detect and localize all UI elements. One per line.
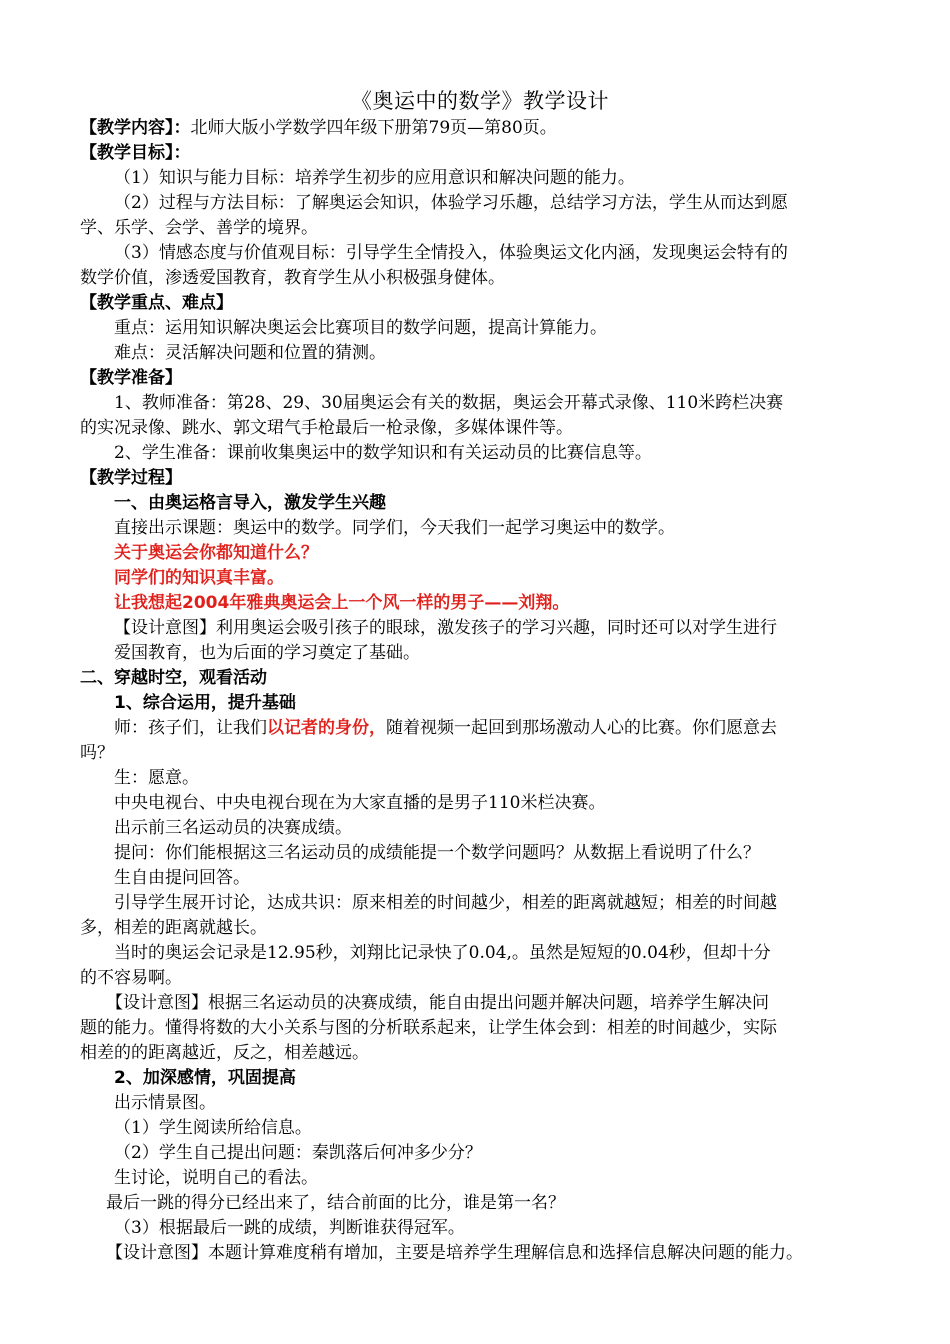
step-1-line: （1）学生阅读所给信息。 (114, 1118, 312, 1138)
content-label: 【教学内容】： (80, 118, 191, 138)
teacher-prep-line-1: 1、教师准备：第28、29、30届奥运会有关的数据，奥运会开幕式录像、110米跨栏决赛 (114, 393, 784, 413)
record-line-1: 当时的奥运会记录是12.95秒，刘翔比记录快了0.04,。虽然是短短的0.04秒，但却十分 (114, 943, 771, 963)
section-2-intent-line-1: 【设计意图】根据三名运动员的决赛成绩，能自由提出问题并解决问题，培养学生解决问 (106, 993, 769, 1013)
section-2-intent-line-3: 相差的的距离越近，反之，相差越远。 (80, 1043, 369, 1063)
final-jump-line: 最后一跳的得分已经出来了，结合前面的比分，谁是第一名？ (106, 1193, 565, 1213)
key-heading: 【教学重点、难点】 (80, 293, 233, 313)
section-2-sub-2: 2、加深感情，巩固提高 (114, 1068, 296, 1088)
discussion-line-1: 引导学生展开讨论，达成共识：原来相差的时间越少，相差的距离就越短；相差的时间越 (114, 893, 777, 913)
section-1-red-1: 关于奥运会你都知道什么？ (114, 543, 318, 563)
teacher-line (80, 716, 880, 741)
section-1-red-3: 让我想起2004年雅典奥运会上一个风一样的男子——刘翔。 (114, 593, 570, 613)
section-2-intent-2: 【设计意图】本题计算难度稍有增加，主要是培养学生理解信息和选择信息解决问题的能力。 (106, 1243, 803, 1263)
section-2-sub-1: 1、综合运用，提升基础 (114, 693, 296, 713)
goal-3-line-2: 数学价值，渗透爱国教育，教育学生从小积极强身健体。 (80, 268, 505, 288)
discussion-line-2: 多，相差的距离就越长。 (80, 918, 267, 938)
teacher-line-2: 吗？ (80, 743, 114, 763)
section-1-intent-line-1: 【设计意图】利用奥运会吸引孩子的眼球，激发孩子的学习兴趣，同时还可以对学生进行 (114, 618, 777, 638)
goal-3-line-1: （3）情感态度与价值观目标：引导学生全情投入，体验奥运文化内涵，发现奥运会特有的 (114, 243, 788, 263)
show-results-line: 出示前三名运动员的决赛成绩。 (114, 818, 352, 838)
goal-2-line-1: （2）过程与方法目标：了解奥运会知识，体验学习乐趣，总结学习方法，学生从而达到愿 (114, 193, 788, 213)
student-prep: 2、学生准备：课前收集奥运中的数学知识和有关运动员的比赛信息等。 (114, 443, 652, 463)
process-heading: 【教学过程】 (80, 468, 182, 488)
goal-1: （1）知识与能力目标：培养学生初步的应用意识和解决问题的能力。 (114, 168, 635, 188)
goal-2-line-2: 学、乐学、会学、善学的境界。 (80, 218, 318, 238)
teacher-line-red: 以记者的身份， (267, 718, 386, 738)
section-2-intent-line-2: 题的能力。懂得将数的大小关系与图的分析联系起来，让学生体会到：相差的时间越少，实际 (80, 1018, 777, 1038)
content-line (80, 116, 880, 141)
page-title: 《奥运中的数学》教学设计 (351, 89, 609, 113)
section-2-title: 二、穿越时空，观看活动 (80, 668, 267, 688)
scene-line: 出示情景图。 (114, 1093, 216, 1113)
question-line: 提问：你们能根据这三名运动员的成绩能提一个数学问题吗？从数据上看说明了什么？ (114, 843, 760, 863)
record-line-2: 的不容易啊。 (80, 968, 182, 988)
section-1-title: 一、由奥运格言导入，激发学生兴趣 (114, 493, 386, 513)
prep-heading: 【教学准备】 (80, 368, 182, 388)
free-answer-line: 生自由提问回答。 (114, 868, 250, 888)
key-point: 重点：运用知识解决奥运会比赛项目的数学问题，提高计算能力。 (114, 318, 607, 338)
teacher-prep-line-2: 的实况录像、跳水、郭文珺气手枪最后一枪录像，多媒体课件等。 (80, 418, 573, 438)
section-1-intent-line-2: 爱国教育，也为后面的学习奠定了基础。 (114, 643, 420, 663)
step-3-line: （3）根据最后一跳的成绩，判断谁获得冠军。 (114, 1218, 465, 1238)
student-answer: 生：愿意。 (114, 768, 199, 788)
goals-heading: 【教学目标】： (80, 143, 191, 163)
difficult-point: 难点：灵活解决问题和位置的猜测。 (114, 343, 386, 363)
content-text: 北师大版小学数学四年级下册第79页—第80页。 (190, 118, 557, 138)
section-1-line-1: 直接出示课题：奥运中的数学。同学们，今天我们一起学习奥运中的数学。 (114, 518, 675, 538)
step-2-line: （2）学生自己提出问题：秦凯落后何冲多少分？ (114, 1143, 482, 1163)
teacher-line-pre: 师：孩子们，让我们 (114, 718, 267, 738)
teacher-line-post: 随着视频一起回到那场激动人心的比赛。你们愿意去 (386, 718, 777, 738)
discuss-line: 生讨论，说明自己的看法。 (114, 1168, 318, 1188)
broadcast-line: 中央电视台、中央电视台现在为大家直播的是男子110米栏决赛。 (114, 793, 606, 813)
section-1-red-2: 同学们的知识真丰富。 (114, 568, 284, 588)
